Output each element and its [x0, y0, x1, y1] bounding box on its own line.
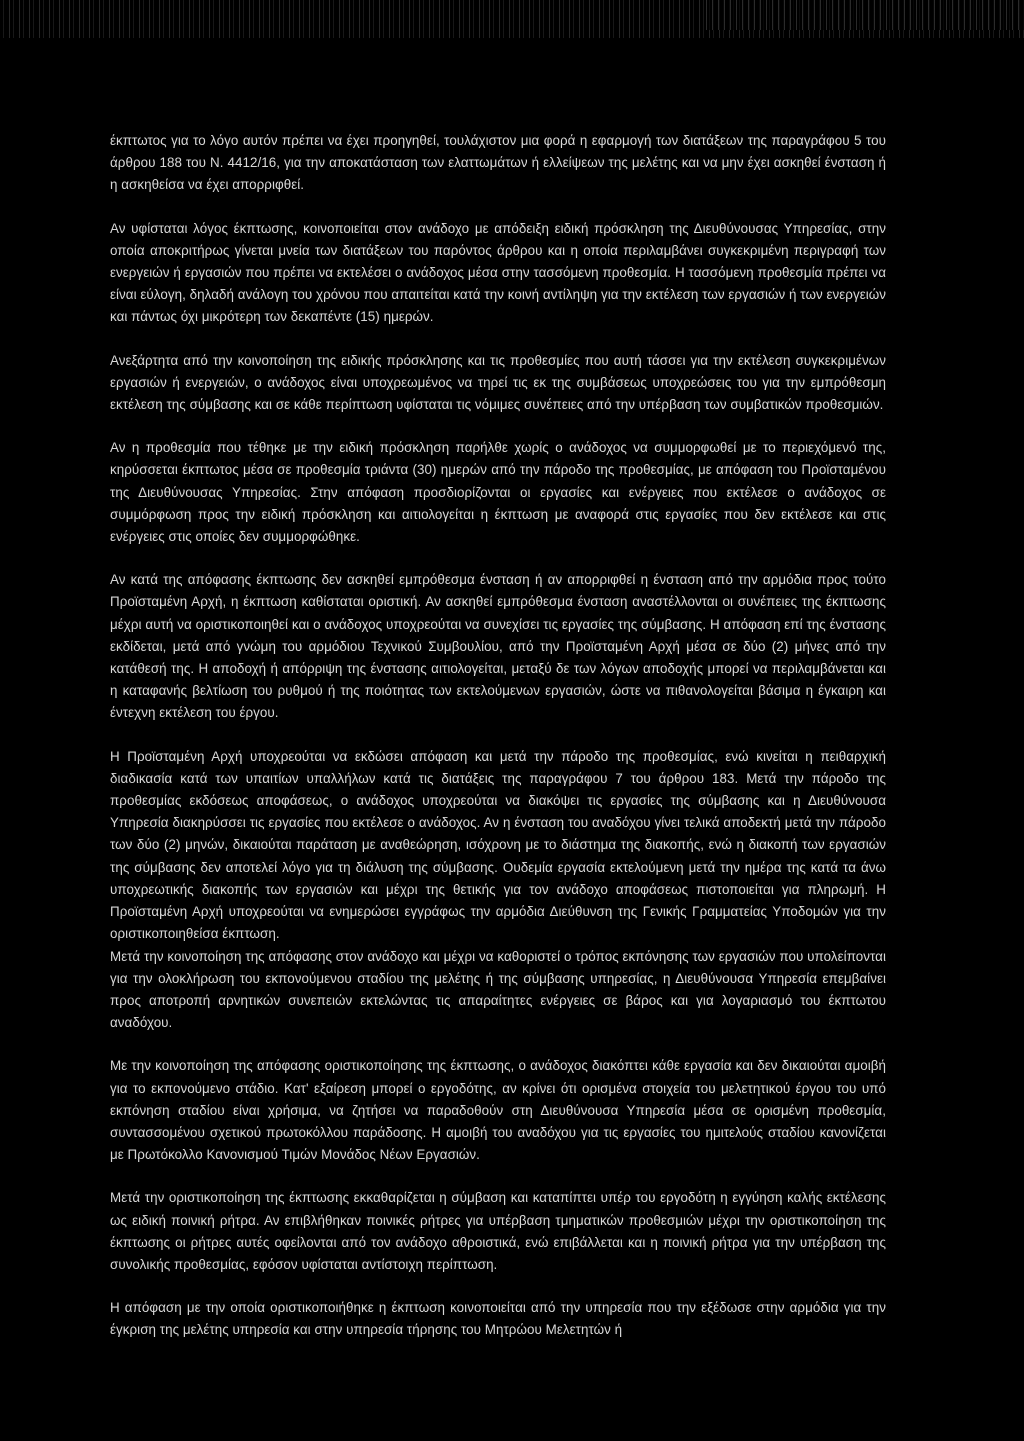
paragraph-7: Με την κοινοποίηση της απόφασης οριστικοποίησης της έκπτωσης, ο ανάδοχος διακόπτει κάθε εργασία και δεν δικαιούται αμοιβή για το εκπονούμενο στάδιο. Κατ' εξαίρεση μπορεί ο εργοδότης, αν κρίνει ότι ορισμένα στοιχεία του μελετητικού έργου του υπό εκπόνηση σταδίου είναι χρήσιμα, να ζητήσει να παραδοθούν στη Διευθύνουσα Υπηρεσία μέσα σε ορισμένη προθεσμία, συντασσομένου σχετικού πρωτοκόλλου παράδοσης. Η αμοιβή του αναδόχου για τις εργασίες του ημιτελούς σταδίου κανονίζεται με Πρωτόκολλο Κανονισμού Τιμών Μονάδος Νέων Εργασιών.: [110, 1058, 886, 1163]
paragraph-6: Η Προϊσταμένη Αρχή υποχρεούται να εκδώσει απόφαση και μετά την πάροδο της προθεσμίας, ενώ κινείται η πειθαρχική διαδικασία κατά των υπαιτίων υπαλλήλων κατά τις διατάξεις της παραγράφου 7 του άρθρου 183. Μετά την πάροδο της προθεσμίας εκδόσεως αποφάσεως, ο ανάδοχος υποχρεούται να διακόψει τις εργασίες της σύμβασης και η Διευθύνουσα Υπηρεσία διακηρύσσει τις εργασίες που εκτέλεσε ο ανάδοχος. Αν η ένσταση του αναδόχου γίνει τελικά αποδεκτή μετά την πάροδο των δύο (2) μηνών, δικαιούται παράταση με αναθεώρηση, ισόχρονη με το διάστημα της διακοπής, ενώ η διακοπή των εργασιών της σύμβασης δεν αποτελεί λόγο για τη διάλυση της σύμβασης. Ουδεμία εργασία εκτελούμενη μετά την ημέρα της κατά τα άνω υποχρεωτικής διακοπής των εργασιών και μέχρι της θετικής για τον ανάδοχο αποφάσεως πιστοποιείται για πληρωμή. Η Προϊσταμένη Αρχή υποχρεούται να ενημερώσει εγγράφως την αρμόδια Διεύθυνση της Γενικής Γραμματείας Υποδομών για την οριστικοποιηθείσα έκπτωση.: [110, 748, 886, 942]
paragraph-2: Αν υφίσταται λόγος έκπτωσης, κοινοποιείται στον ανάδοχο με απόδειξη ειδική πρόσκληση της Διευθύνουσας Υπηρεσίας, στην οποία αποκριτήρως γίνεται μνεία των διατάξεων του παρόντος άρθρου και η οποία περιλαμβάνει συγκεκριμένη περιγραφή των ενεργειών ή εργασιών που πρέπει να εκτελέσει ο ανάδοχος μέσα στην τασσόμενη προθεσμία. Η τασσόμενη προθεσμία πρέπει να είναι εύλογη, δηλαδή ανάλογη του χρόνου που απαιτείται κατά την κοινή αντίληψη για την εκτέλεση των εργασιών ή των ενεργειών και πάντως όχι μικρότερη των δεκαπέντε (15) ημερών.: [110, 220, 886, 325]
paragraph-3: Ανεξάρτητα από την κοινοποίηση της ειδικής πρόσκλησης και τις προθεσμίες που αυτή τάσσει για την εκτέλεση συγκεκριμένων εργασιών ή ενεργειών, ο ανάδοχος είναι υποχρεωμένος να τηρεί τις εκ της συμβάσεως υποχρεώσεις του για την εμπρόθεσμη εκτέλεση της σύμβασης και σε κάθε περίπτωση υφίσταται τις νόμιμες συνέπειες από την υπέρβαση των συμβατικών προθεσμιών.: [110, 352, 886, 413]
paragraph-9: Η απόφαση με την οποία οριστικοποιήθηκε η έκπτωση κοινοποιείται από την υπηρεσία που την εξέδωσε στην αρμόδια για την έγκριση της μελέτης υπηρεσία και στην υπηρεσία τήρησης του Μητρώου Μελετητών ή: [110, 1300, 886, 1338]
paragraph-6-continued: Μετά την κοινοποίηση της απόφασης στον ανάδοχο και μέχρι να καθοριστεί ο τρόπος εκπόνησης των εργασιών που υπολείπονται για την ολοκλήρωση του εκπονούμενου σταδίου της μελέτης ή της σύμβασης υπηρεσίας, η Διευθύνουσα Υπηρεσία επεμβαίνει προς αποτροπή αρνητικών συνεπειών εκτελώντας τις απαραίτητες ενέργειες σε βάρος και για λογαριασμό του έκπτωτου αναδόχου.: [110, 948, 886, 1031]
paragraph-1: έκπτωτος για το λόγο αυτόν πρέπει να έχει προηγηθεί, τουλάχιστον μια φορά η εφαρμογή των διατάξεων της παραγράφου 5 του άρθρου 188 του Ν. 4412/16, για την αποκατάσταση των ελαττωμάτων ή ελλείψεων της μελέτης και να μην έχει ασκηθεί ένσταση ή η ασκηθείσα να έχει απορριφθεί.: [110, 133, 886, 193]
paragraph-5: Αν κατά της απόφασης έκπτωσης δεν ασκηθεί εμπρόθεσμα ένσταση ή αν απορριφθεί η ένσταση από την αρμόδια προς τούτο Προϊσταμένη Αρχή, η έκπτωση καθίσταται οριστική. Αν ασκηθεί εμπρόθεσμα ένσταση αναστέλλονται οι συνέπειες της έκπτωσης μέχρι αυτή να οριστικοποιηθεί και ο ανάδοχος υποχρεούται να συνεχίσει τις εργασίες της σύμβασης. Η απόφαση επί της ένστασης εκδίδεται, μετά από γνώμη του αρμόδιου Τεχνικού Συμβουλίου, από την Προϊσταμένη Αρχή μέσα σε δύο (2) μήνες από την κατάθεσή της. Η αποδοχή ή απόρριψη της ένστασης αιτιολογείται, μεταξύ δε των λόγων αποδοχής μπορεί να περιλαμβάνεται και η καταφανής βελτίωση του ρυθμού ή της ποιότητας των εκτελούμενων εργασιών, ώστε να πιθανολογείται βάσιμα η έγκαιρη και έντεχνη εκτέλεση του έργου.: [110, 572, 886, 721]
paragraph-8: Μετά την οριστικοποίηση της έκπτωσης εκκαθαρίζεται η σύμβαση και καταπίπτει υπέρ του εργοδότη η εγγύηση καλής εκτέλεσης ως ειδική ποινική ρήτρα. Αν επιβλήθηκαν ποινικές ρήτρες για υπέρβαση τμηματικών προθεσμιών μέχρι την οριστικοποίηση της έκπτωσης οι ρήτρες αυτές οφείλονται από τον ανάδοχο αθροιστικά, ενώ επιβάλλεται και η ποινική ρήτρα για την υπέρβαση της συνολικής προθεσμίας, εφόσον υφίσταται αντίστοιχη περίπτωση.: [110, 1190, 886, 1272]
paragraph-4: Αν η προθεσμία που τέθηκε με την ειδική πρόσκληση παρήλθε χωρίς ο ανάδοχος να συμμορφωθεί με το περιεχόμενό της, κηρύσσεται έκπτωτος μέσα σε προθεσμία τριάντα (30) ημερών από την πάροδο της προθεσμίας, με απόφαση του Προϊσταμένου της Διευθύνουσας Υπηρεσίας. Στην απόφαση προσδιορίζονται οι εργασίες και ενέργειες που εκτέλεσε ο ανάδοχος σε συμμόρφωση προς την ειδική πρόσκληση και αιτιολογείται η έκπτωση με αναφορά στις εργασίες που δεν εκτέλεσε και στις ενέργειες στις οποίες δεν συμμορφώθηκε.: [110, 440, 886, 545]
